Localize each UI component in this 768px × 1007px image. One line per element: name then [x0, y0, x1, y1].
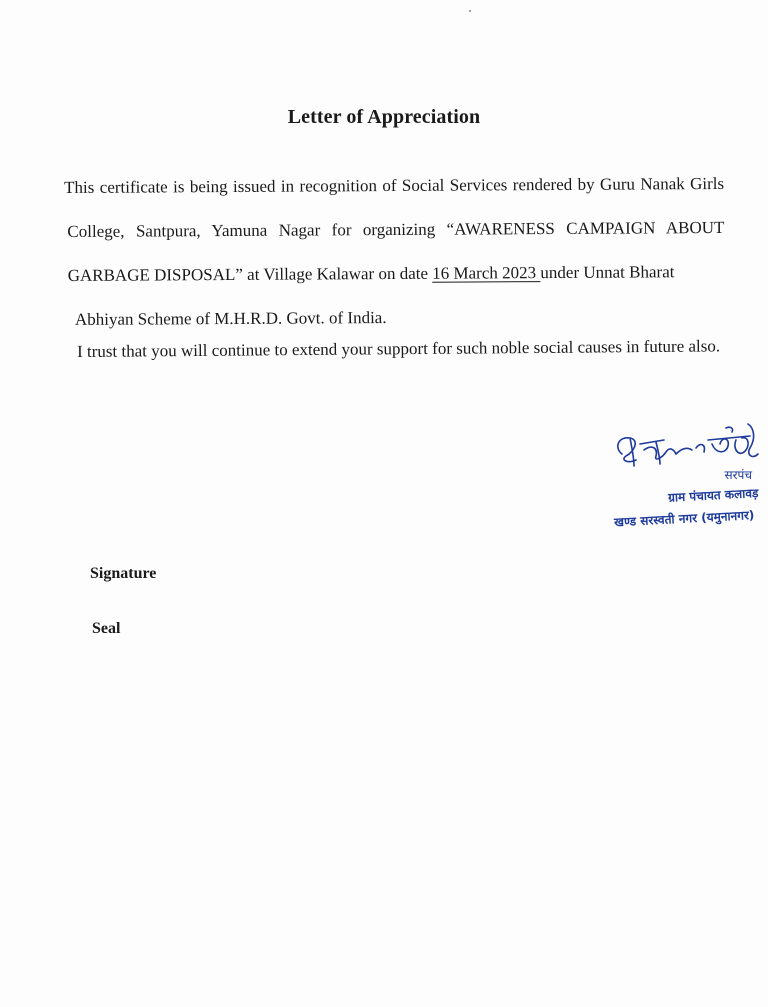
- paragraph-line-4: Abhiyan Scheme of M.H.R.D. Govt. of India.: [74, 308, 387, 329]
- stamp-line-designation: सरपंच: [724, 468, 752, 482]
- signature-label: Signature: [90, 565, 157, 582]
- paragraph-line-1: This certificate is being issued in recognition of Social Services rendered by Guru Nanak Girls: [64, 173, 725, 197]
- letter-title: Letter of Appreciation: [287, 106, 481, 128]
- handwritten-signature: [600, 414, 768, 474]
- paragraph-line-2: College, Santpura, Yamuna Nagar for organizing “AWARENESS CAMPAIGN ABOUT: [67, 217, 725, 241]
- seal-label: Seal: [92, 620, 121, 637]
- line-3-text-after: under Unnat Bharat: [540, 262, 675, 283]
- sarpanch-stamp: [600, 414, 768, 534]
- recognition-paragraph: [64, 162, 725, 342]
- trust-paragraph: I trust that you will continue to extend your support for such noble social causes in future also.: [77, 336, 721, 361]
- paragraph-line-3: [65, 250, 725, 298]
- stamp-line-panchayat: ग्राम पंचायत कलावड़: [667, 486, 759, 505]
- line-3-text-before: GARBAGE DISPOSAL” at Village Kalawar on date: [67, 263, 433, 285]
- stamp-line-block: खण्ड सरस्वती नगर (यमुनानगर): [613, 508, 755, 530]
- scan-speck: [469, 10, 471, 12]
- event-date: 16 March 2023: [432, 263, 541, 283]
